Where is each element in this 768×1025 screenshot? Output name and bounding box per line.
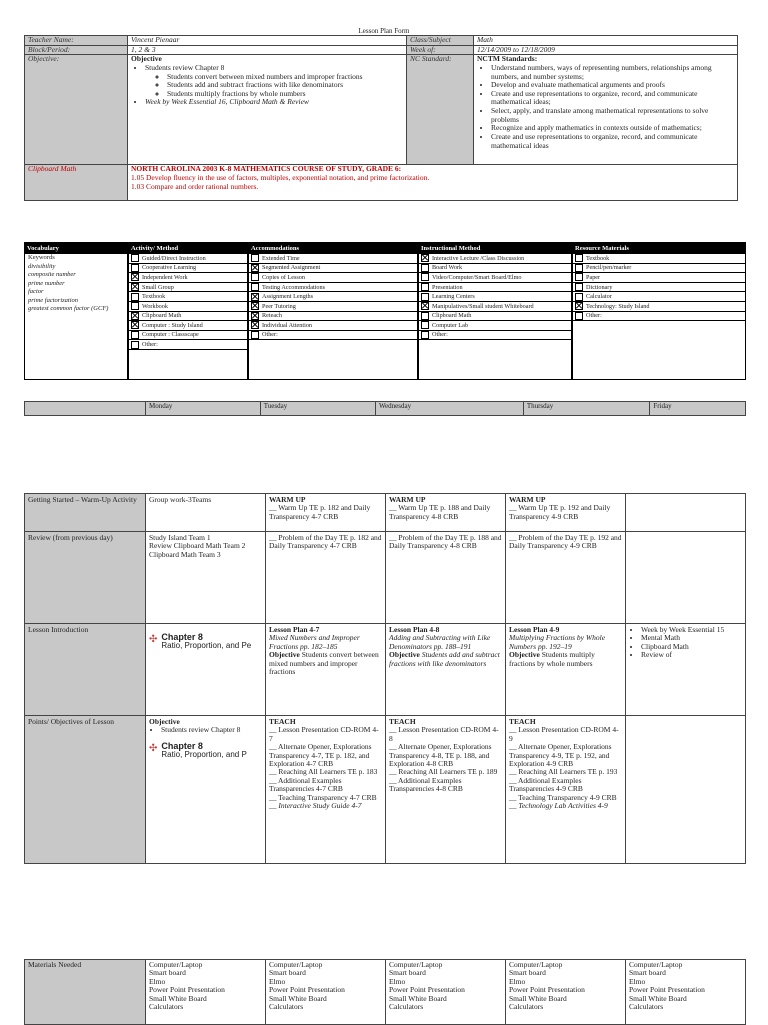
resource-option-label: Pencil/pen/marker (586, 264, 632, 272)
chapter-title: Chapter 8 (161, 632, 203, 642)
points-label: Points/ Objectives of Lesson (25, 716, 146, 864)
review-fri (626, 532, 746, 624)
chapter-bullet-icon: ✣ (149, 742, 158, 754)
instructional-checkbox[interactable] (421, 312, 429, 320)
activity-option-label: Independent Work (142, 273, 188, 281)
objective-week: • Week by Week Essential 16, Clipboard Math & Review (145, 98, 403, 107)
accommodation-checkbox[interactable] (251, 254, 259, 262)
teach-title: TEACH (389, 717, 416, 726)
materials-fri (626, 960, 746, 1025)
accommodation-option-label: Testing Accommodations (262, 283, 325, 291)
materials-label: Materials Needed (25, 960, 146, 1025)
lesson-desc: Adding and Subtracting with Like Denominators pp. 188–191 (389, 633, 491, 651)
intro-fri (626, 624, 746, 716)
activity-option-label: Workbook (142, 302, 168, 310)
objective-tag: Objective (389, 650, 420, 660)
instructional-checkbox[interactable] (421, 264, 429, 272)
instructional-checkbox[interactable] (421, 293, 429, 301)
activity-option-label: Computer : Classscape (142, 331, 199, 339)
chapter-title: Chapter 8 (161, 740, 203, 751)
accommodation-checkbox[interactable] (251, 331, 259, 339)
accommodations-column (248, 242, 418, 380)
warmup-text: __ Warm Up TE p. 188 and Daily Transparency 4-8 CRB (389, 503, 491, 521)
activity-option (129, 312, 247, 322)
points-objective-title: Objective (149, 717, 180, 726)
day-friday: Friday (650, 402, 746, 416)
intro-label: Lesson Introduction (25, 624, 146, 716)
block-label: Block/Period: (25, 45, 128, 55)
objective-cell (128, 55, 407, 165)
materials-tue (266, 960, 386, 1025)
accommodation-option (249, 321, 417, 331)
review-line: Clipboard Math Team 3 (149, 549, 221, 559)
getting-started-fri (626, 494, 746, 532)
getting-started-tue (266, 494, 386, 532)
points-fri (626, 716, 746, 864)
activity-option-label: Clipboard Math (142, 312, 182, 320)
warmup-title: WARM UP (269, 495, 306, 504)
accommodation-checkbox[interactable] (251, 283, 259, 291)
resource-checkbox[interactable] (575, 283, 583, 291)
activity-option-label: Small Group (142, 283, 174, 291)
nc-item: • Select, apply, and translate among mathematical representations to solve problems (491, 107, 734, 124)
review-tue: __ Problem of the Day TE p. 182 and Daily Transparency 4-7 CRB (266, 532, 386, 624)
keyword: factor (28, 288, 44, 295)
chapter-subtitle: Ratio, Proportion, and P (161, 749, 247, 759)
activity-option-label: Cooperative Learning (142, 264, 197, 272)
accommodation-option-label: Reteach (262, 312, 282, 320)
resource-option-label: Dictionary (586, 283, 613, 291)
keyword: greatest common factor (GCF) (28, 305, 109, 312)
intro-thu (506, 624, 626, 716)
teach-item: __ Reaching All Learners TE p. 189 (389, 767, 498, 777)
course-line: 1.05 Develop fluency in the use of factors, multiples, exponential notation, and prime factorization. (131, 172, 430, 182)
material-item: Smart board (149, 968, 186, 978)
keyword: divisibility (28, 262, 56, 270)
resource-option (573, 264, 745, 274)
resource-option (573, 292, 745, 302)
material-item: Elmo (509, 976, 526, 986)
objective-text: Students multiply fractions by whole numbers (509, 650, 595, 668)
objective-text: Students convert between mixed numbers and improper fractions (269, 650, 379, 676)
instructional-option-label: Board Work (432, 264, 463, 272)
objective-subitem: ◦ Students convert between mixed numbers and improper fractions (167, 73, 403, 82)
accommodation-option (249, 331, 417, 341)
accommodation-checkbox[interactable] (251, 264, 259, 272)
teach-item: __ Additional Examples Transparencies 4-8 CRB (389, 775, 463, 794)
objective-label: Objective: (25, 55, 128, 165)
accommodation-checkbox[interactable] (251, 321, 259, 329)
material-item: Calculators (389, 1001, 424, 1011)
lesson-title: Lesson Plan 4-8 (389, 625, 440, 634)
keywords-list (25, 254, 127, 314)
instructional-option (419, 302, 571, 312)
instructional-option-label: Interactive Lecture /Class Discussion (432, 254, 525, 262)
teach-title: TEACH (269, 717, 296, 726)
accommodation-option (249, 273, 417, 283)
instructional-option (419, 254, 571, 264)
material-item: Power Point Presentation (509, 985, 585, 995)
objective-subitem: ◦ Students add and subtract fractions with like denominators (167, 81, 403, 90)
accommodation-option (249, 312, 417, 322)
activity-column (128, 242, 248, 380)
accommodation-option-label: Copies of Lesson (262, 273, 305, 281)
objective-text: Students add and subtract fractions with like denominators (389, 650, 500, 668)
review-wed: __ Problem of the Day TE p. 188 and Daily Transparency 4-8 CRB (386, 532, 506, 624)
vocab-block (24, 242, 746, 380)
nc-label: NC Standard: (407, 55, 474, 165)
materials-thu (506, 960, 626, 1025)
objective-title: Objective (131, 54, 162, 64)
activity-checkbox[interactable] (131, 341, 139, 349)
accommodation-checkbox[interactable] (251, 302, 259, 310)
activity-option (129, 340, 247, 350)
resource-option-label: Calculator (586, 293, 612, 301)
vocab-column (24, 242, 128, 380)
getting-started-thu (506, 494, 626, 532)
instructional-checkbox[interactable] (421, 273, 429, 281)
course-line: 1.03 Compare and order rational numbers. (131, 181, 259, 191)
points-tue (266, 716, 386, 864)
instructional-option-label: Video/Computer/Smart Board/Elmo (432, 273, 522, 281)
instructional-option-label: Clipboard Math (432, 312, 472, 320)
accommodation-option (249, 302, 417, 312)
accommodation-option-label: Peer Tutoring (262, 302, 296, 310)
lesson-desc: Mixed Numbers and Improper Fractions pp. 182–185 (269, 633, 360, 651)
clipboard-label: Clipboard Math (25, 165, 128, 201)
points-objective-item: • Students review Chapter 8 (161, 726, 262, 734)
teacher-value: Vincent Pienaar (128, 36, 407, 46)
material-item: Small White Board (629, 993, 687, 1003)
activity-option-label: Computer : Study Island (142, 321, 203, 329)
nc-title: NCTM Standards: (477, 54, 538, 64)
material-item: Small White Board (509, 993, 567, 1003)
teach-item: __ Alternate Opener, Explorations Transparency 4-9, TE p. 192, and Exploration 4-9 CRB (509, 742, 612, 768)
activity-checkbox[interactable] (131, 293, 139, 301)
friday-item: • Week by Week Essential 15 (641, 626, 742, 634)
activity-checkbox[interactable] (131, 321, 139, 329)
material-item: Power Point Presentation (269, 985, 345, 995)
warmup-title: WARM UP (509, 495, 546, 504)
nc-cell (474, 55, 738, 165)
material-item: Elmo (629, 976, 646, 986)
day-header-bar (24, 401, 746, 416)
instructional-checkbox[interactable] (421, 321, 429, 329)
keyword: prime number (28, 279, 65, 287)
day-blank (25, 402, 146, 416)
course-title: NORTH CAROLINA 2003 K-8 MATHEMATICS COURSE OF STUDY, GRADE 6: (131, 164, 402, 174)
keyword: prime factorization (28, 296, 79, 304)
class-value: Math (474, 36, 738, 46)
block-value: 1, 2 & 3 (128, 45, 407, 55)
course-cell (128, 165, 738, 201)
instructional-option-label: Presentation (432, 283, 463, 291)
resource-option (573, 254, 745, 264)
activity-checkbox[interactable] (131, 264, 139, 272)
intro-mon (146, 624, 266, 716)
chapter-heading (149, 632, 262, 651)
review-mon (146, 532, 266, 624)
header-table (24, 35, 738, 201)
teach-item: __ Teaching Transparency 4-9 CRB (509, 792, 617, 802)
week-value: 12/14/2009 to 12/18/2009 (474, 45, 738, 55)
material-item: Small White Board (269, 993, 327, 1003)
getting-started-mon: Group work-3Teams (146, 494, 266, 532)
activity-checkbox[interactable] (131, 254, 139, 262)
teach-item: __ Alternate Opener, Explorations Transparency 4-7, TE p. 182, and Exploration 4-7 CRB (269, 742, 372, 768)
accommodations-header: Accommodations (249, 243, 417, 254)
instructional-checkbox[interactable] (421, 283, 429, 291)
resource-checkbox[interactable] (575, 273, 583, 281)
lesson-grid (24, 493, 746, 864)
material-item: Elmo (149, 976, 166, 986)
instructional-option (419, 264, 571, 274)
material-item: Calculators (509, 1001, 544, 1011)
nc-item: • Understand numbers, ways of representing numbers, relationships among numbers, and number systems; (491, 64, 734, 81)
vocab-header: Vocabulary (25, 243, 127, 254)
accommodation-checkbox[interactable] (251, 312, 259, 320)
day-tuesday: Tuesday (260, 402, 375, 416)
objective-tag: Objective (509, 650, 540, 660)
material-item: Small White Board (389, 993, 447, 1003)
activity-option-label: Textbook (142, 293, 166, 301)
activity-checkbox[interactable] (131, 283, 139, 291)
instructional-option (419, 273, 571, 283)
resource-option (573, 302, 745, 312)
day-wednesday: Wednesday (375, 402, 523, 416)
nc-item: • Create and use representations to organize, record, and communicate mathematical ideas; (491, 90, 734, 107)
material-item: Smart board (629, 968, 666, 978)
accommodation-option-label: Assignment Lengths (262, 293, 314, 301)
getting-started-wed (386, 494, 506, 532)
lesson-desc: Multiplying Fractions by Whole Numbers pp. 192–19 (509, 633, 606, 651)
accommodation-option (249, 292, 417, 302)
activity-checkbox[interactable] (131, 273, 139, 281)
activity-header: Activity/ Method (129, 243, 247, 254)
resource-checkbox[interactable] (575, 254, 583, 262)
points-wed (386, 716, 506, 864)
class-label: Class/Subject (407, 36, 474, 46)
activity-checkbox[interactable] (131, 312, 139, 320)
accommodation-option-label: Segmented Assignment (262, 264, 321, 272)
nc-item: • Develop and evaluate mathematical arguments and proofs (491, 81, 734, 90)
teach-item: __ Additional Examples Transparencies 4-7 CRB (269, 775, 343, 794)
teach-title: TEACH (509, 717, 536, 726)
material-item: Power Point Presentation (389, 985, 465, 995)
nc-item: • Recognize and apply mathematics in contexts outside of mathematics; (491, 124, 734, 133)
review-label: Review (from previous day) (25, 532, 146, 624)
instructional-option-label: Learning Centers (432, 293, 475, 301)
review-line: Review Clipboard Math Team 2 (149, 541, 246, 551)
keyword: composite number (28, 271, 76, 278)
material-item: Calculators (629, 1001, 664, 1011)
resource-option (573, 312, 745, 322)
instructional-header: Instructional Method (419, 243, 571, 254)
material-item: Computer/Laptop (389, 960, 443, 969)
resource-checkbox[interactable] (575, 264, 583, 272)
resource-option (573, 273, 745, 283)
instructional-checkbox[interactable] (421, 331, 429, 339)
material-item: Calculators (149, 1001, 184, 1011)
material-item: Computer/Laptop (509, 960, 563, 969)
teach-item: __ Reaching All Learners TE p. 183 (269, 767, 378, 777)
activity-checkbox[interactable] (131, 302, 139, 310)
material-item: Power Point Presentation (629, 985, 705, 995)
chapter-bullet-icon: ✣ (149, 634, 158, 645)
keywords-label: Keywords (28, 254, 55, 261)
points-mon (146, 716, 266, 864)
activity-option (129, 292, 247, 302)
activity-option-label: Other: (142, 341, 158, 349)
warmup-title: WARM UP (389, 495, 426, 504)
instructional-option (419, 312, 571, 322)
friday-item: • Mental Math (641, 634, 742, 642)
instructional-option (419, 283, 571, 293)
accommodation-checkbox[interactable] (251, 293, 259, 301)
review-line: Study Island Team 1 (149, 533, 211, 542)
teach-item: __ Additional Examples Transparencies 4-9 CRB (509, 775, 583, 794)
instructional-column (418, 242, 572, 380)
day-thursday: Thursday (523, 402, 650, 416)
intro-tue (266, 624, 386, 716)
resource-checkbox[interactable] (575, 293, 583, 301)
accommodation-option (249, 264, 417, 274)
teach-item: __ Teaching Transparency 4-7 CRB (269, 792, 377, 802)
instructional-checkbox[interactable] (421, 302, 429, 310)
activity-option (129, 321, 247, 331)
material-item: Small White Board (149, 993, 207, 1003)
activity-option (129, 283, 247, 293)
material-item: Computer/Laptop (149, 960, 203, 969)
resource-option-label: Technology: Study Island (586, 302, 650, 310)
friday-item: • Clipboard Math (641, 643, 742, 651)
material-item: Computer/Laptop (269, 960, 323, 969)
material-item: Calculators (269, 1001, 304, 1011)
chapter-subtitle: Ratio, Proportion, and Pe (161, 641, 252, 651)
week-label: Week of: (407, 45, 474, 55)
resources-column (572, 242, 746, 380)
objective-item: • Students review Chapter 8 (145, 64, 403, 73)
accommodation-checkbox[interactable] (251, 273, 259, 281)
teach-item: __ Alternate Opener, Explorations Transparency 4-8, TE p. 188, and Exploration 4-8 CRB (389, 742, 492, 768)
accommodation-option-label: Extended Time (262, 254, 300, 262)
lesson-title: Lesson Plan 4-7 (269, 625, 320, 634)
day-monday: Monday (146, 402, 261, 416)
instructional-option-label: Manipulatives/Small student Whiteboard (432, 302, 534, 310)
material-item: Computer/Laptop (629, 960, 683, 969)
objective-tag: Objective (269, 650, 300, 660)
instructional-option-label: Other: (432, 331, 448, 339)
teach-item: __ Interactive Study Guide 4-7 (269, 800, 362, 810)
activity-checkbox[interactable] (131, 331, 139, 339)
teach-item: __ Reaching All Learners TE p. 193 (509, 767, 618, 777)
points-thu (506, 716, 626, 864)
material-item: Elmo (389, 976, 406, 986)
materials-mon (146, 960, 266, 1025)
material-item: Smart board (269, 968, 306, 978)
teach-item: __ Lesson Presentation CD-ROM 4-7 (269, 725, 379, 743)
instructional-checkbox[interactable] (421, 254, 429, 262)
resource-checkbox[interactable] (575, 302, 583, 310)
instructional-option (419, 292, 571, 302)
materials-table (24, 959, 746, 1025)
warmup-text: __ Warm Up TE p. 192 and Daily Transparency 4-9 CRB (509, 503, 611, 521)
getting-started-label: Getting Started – Warm-Up Activity (25, 494, 146, 532)
material-item: Smart board (389, 968, 426, 978)
warmup-text: __ Warm Up TE p. 182 and Daily Transparency 4-7 CRB (269, 503, 371, 521)
instructional-option (419, 321, 571, 331)
chapter-heading (149, 741, 262, 760)
activity-option (129, 273, 247, 283)
accommodation-option (249, 283, 417, 293)
accommodation-option-label: Individual Attention (262, 321, 313, 329)
accommodation-option-label: Other: (262, 331, 278, 339)
review-thu: __ Problem of the Day TE p. 192 and Daily Transparency 4-9 CRB (506, 532, 626, 624)
instructional-option (419, 331, 571, 341)
accommodation-option (249, 254, 417, 264)
material-item: Power Point Presentation (149, 985, 225, 995)
resource-option (573, 283, 745, 293)
teacher-label: Teacher Name: (25, 36, 128, 46)
teach-item: __ Technology Lab Activities 4-9 (509, 800, 608, 810)
activity-option (129, 264, 247, 274)
lesson-title: Lesson Plan 4-9 (509, 625, 560, 634)
resource-option-label: Paper (586, 273, 601, 281)
teach-item: __ Lesson Presentation CD-ROM 4-8 (389, 725, 499, 743)
objective-subitem: ◦ Students multiply fractions by whole numbers (167, 90, 403, 99)
resource-option-label: Textbook (586, 254, 610, 262)
teach-item: __ Lesson Presentation CD-ROM 4-9 (509, 725, 619, 743)
material-item: Elmo (269, 976, 286, 986)
activity-option (129, 254, 247, 264)
instructional-option-label: Computer Lab (432, 321, 468, 329)
resource-option-label: Other: (586, 312, 602, 320)
activity-option-label: Guided/Direct Instruction (142, 254, 206, 262)
materials-wed (386, 960, 506, 1025)
form-title: Lesson Plan Form (358, 27, 410, 35)
activity-option (129, 302, 247, 312)
resources-header: Resource Materials (573, 243, 745, 254)
activity-option (129, 331, 247, 341)
nc-item: • Create and use representations to organize, record, and communicate mathematical ideas (491, 133, 734, 150)
resource-checkbox[interactable] (575, 312, 583, 320)
intro-wed (386, 624, 506, 716)
friday-item: • Review of (641, 651, 742, 659)
material-item: Smart board (509, 968, 546, 978)
